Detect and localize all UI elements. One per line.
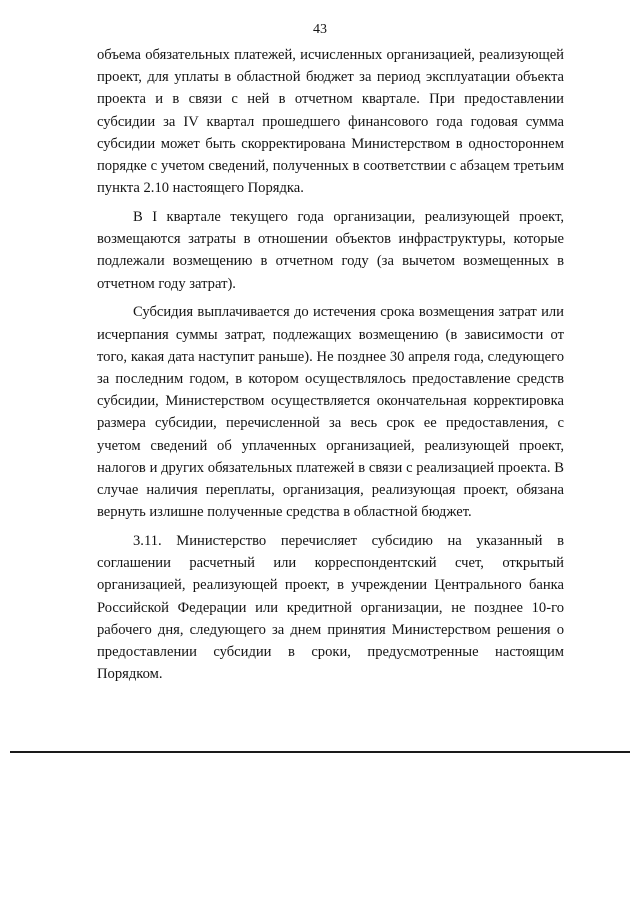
paragraph-subsidy-payment: Субсидия выплачивается до истечения срока возмещения затрат или исчерпания суммы затрат, подлежащих возмещению (в зависимости от того, какая дата наступит раньше). Не позднее 30 апреля года, следующего за последним годом, в котором осуществлялось предоставление средств субсидии, Министерством осуществляется окончательная корректировка размера субсидии, перечисленной за весь срок ее предоставления, с учетом сведений об уплаченных организацией, реализующей проект, налогов и других обязательных платежей в связи с реализацией проекта. В случае наличия переплаты, организация, реализующая проект, обязана вернуть излишне полученные средства в областной бюджет.	[97, 304, 564, 521]
paragraph-continuation: объема обязательных платежей, исчисленных организацией, реализующей проект, для уплаты в областной бюджет за период эксплуатации объекта проекта и в связи с ней в отчетном квартале. При предоставлении субсидии за IV квартал прошедшего финансового года годовая сумма субсидии может быть скорректирована Министерством в одностороннем порядке с учетом сведений, полученных в соответствии с абзацем третьим пункта 2.10 настоящего Порядка.	[97, 47, 564, 197]
bottom-divider-line	[10, 751, 630, 753]
page-number: 43	[313, 22, 327, 37]
paragraph-first-quarter: В I квартале текущего года организации, реализующей проект, возмещаются затраты в отношении объектов инфраструктуры, которые подлежали возмещению в отчетном году (за вычетом возмещенных в отчетном году затрат).	[97, 209, 564, 292]
paragraph-clause-3-11: 3.11. Министерство перечисляет субсидию на указанный в соглашении расчетный или корреспондентский счет, открытый организацией, реализующей проект, в учреждении Центрального банка Российской Федерации или кредитной организации, не позднее 10-го рабочего дня, следующего за днем принятия Министерством решения о предоставлении субсидии в сроки, предусмотренные настоящим Порядком.	[97, 533, 564, 683]
document-body	[97, 44, 564, 692]
